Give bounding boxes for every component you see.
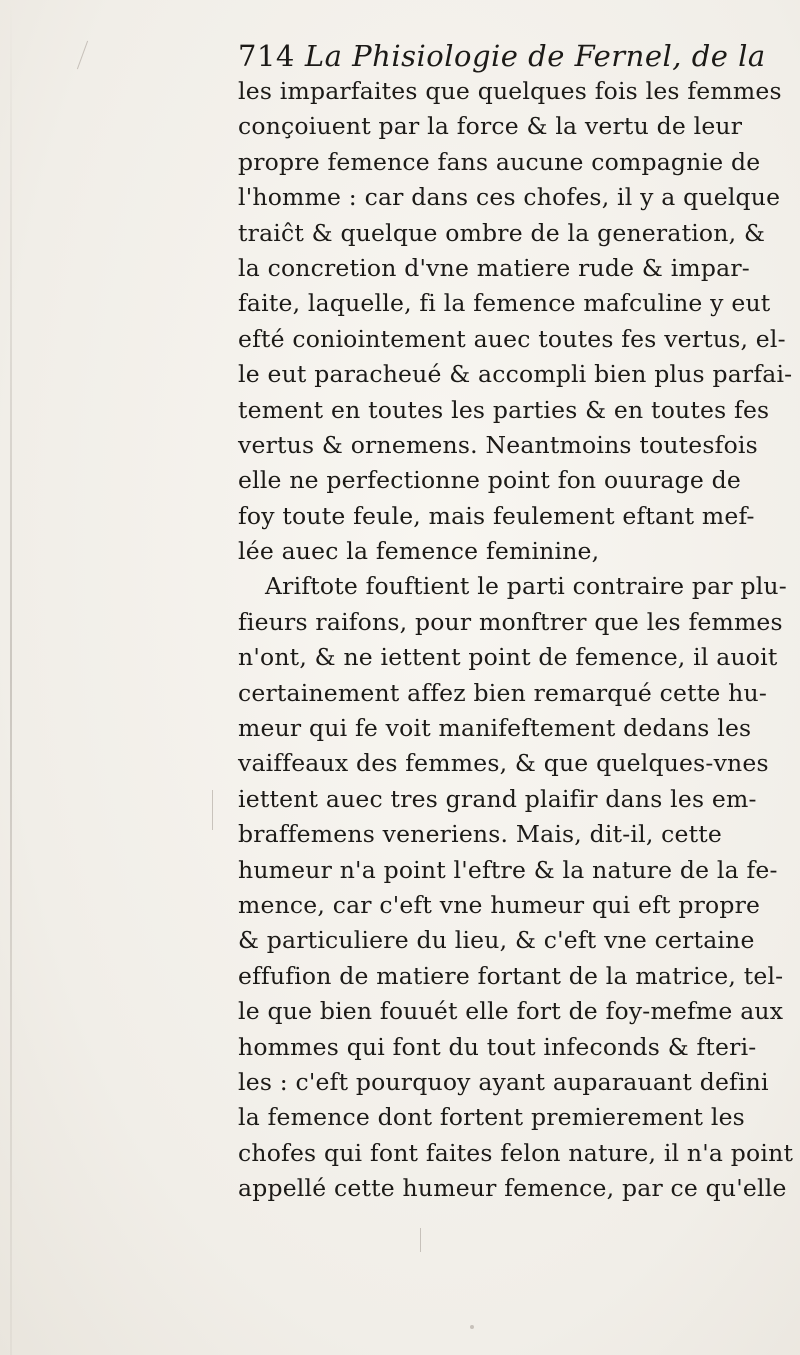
text-line: Ariftote fouftient le parti contraire par plu-	[265, 572, 787, 601]
text-line: & particuliere du lieu, & c'eft vne certaine	[238, 926, 755, 955]
scan-edge-shadow	[10, 0, 12, 1355]
text-line: la femence dont fortent premierement les	[238, 1103, 745, 1132]
text-line: lée auec la femence feminine,	[238, 537, 600, 566]
text-line: le eut paracheué & accompli bien plus parfai-	[238, 360, 793, 389]
text-line: effufion de matiere fortant de la matrice, tel-	[238, 961, 784, 990]
text-line: iettent auec tres grand plaifir dans les em-	[238, 784, 757, 813]
text-line: appellé cette humeur femence, par ce qu'elle	[238, 1174, 787, 1203]
text-line: propre femence fans aucune compagnie de	[238, 147, 761, 176]
text-line: les : c'eft pourquoy ayant auparauant defini	[238, 1067, 769, 1096]
text-line: hommes qui font du tout infeconds & fteri-	[238, 1032, 757, 1061]
running-title: La Phisiologie de Fernel, de la	[304, 39, 766, 73]
text-line: braffemens veneriens. Mais, dit-il, cette	[238, 820, 723, 849]
text-line: tement en toutes les parties & en toutes fes	[238, 395, 770, 424]
ink-speck	[212, 790, 213, 830]
text-line: la concretion d'vne matiere rude & impar-	[238, 253, 750, 282]
text-line: efté coniointement auec toutes fes vertus, el-	[238, 324, 786, 353]
ink-speck	[77, 41, 88, 70]
text-line: meur qui fe voit manifeftement dedans les	[238, 714, 752, 743]
text-line: mence, car c'eft vne humeur qui eft propre	[238, 890, 761, 919]
ink-speck	[470, 1325, 474, 1329]
text-line: chofes qui font faites felon nature, il n'a point	[238, 1138, 794, 1167]
text-line: le que bien fouuét elle fort de foy-mefme aux	[238, 997, 784, 1026]
page-number: 714	[238, 39, 295, 73]
text-block	[238, 38, 798, 1207]
text-line: fieurs raifons, pour monftrer que les femmes	[238, 607, 783, 636]
text-line: traiĉt & quelque ombre de la generation, &	[238, 218, 766, 247]
text-line: vertus & ornemens. Neantmoins toutesfois	[238, 430, 758, 459]
text-line: conçoiuent par la force & la vertu de leur	[238, 112, 743, 141]
text-line: n'ont, & ne iettent point de femence, il auoit	[238, 643, 778, 672]
text-line: certainement affez bien remarqué cette hu-	[238, 678, 767, 707]
text-line: humeur n'a point l'eftre & la nature de la fe-	[238, 855, 778, 884]
text-line: foy toute feule, mais feulement eftant mef-	[238, 501, 755, 530]
running-head	[238, 38, 798, 74]
ink-speck	[420, 1228, 421, 1252]
text-line: les imparfaites que quelques fois les femmes	[238, 77, 782, 105]
body-text	[238, 74, 798, 1207]
text-line: faite, laquelle, fi la femence mafculine y eut	[238, 289, 771, 318]
text-line: elle ne perfectionne point fon ouurage de	[238, 466, 741, 495]
text-line: l'homme : car dans ces chofes, il y a quelque	[238, 183, 781, 212]
text-line: vaiffeaux des femmes, & que quelques-vnes	[238, 749, 769, 778]
